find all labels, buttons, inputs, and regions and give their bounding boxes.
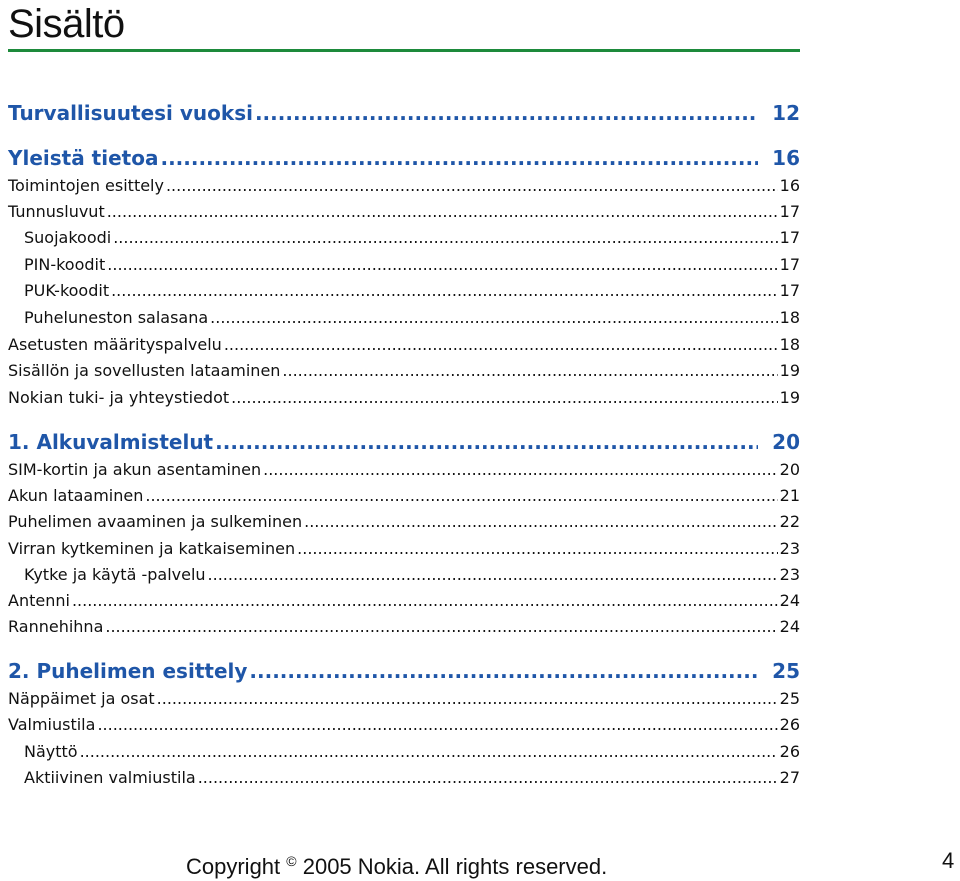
toc-entry-page: 17 [779,255,800,274]
toc-dot-leader [231,388,778,407]
toc-dot-leader [166,176,778,195]
toc-entry-label: Puhelimen avaaminen ja sulkeminen [8,512,303,531]
toc-entry[interactable] [8,202,800,221]
toc-entry-label: Näppäimet ja osat [8,689,155,708]
toc-entry[interactable] [8,430,800,454]
toc-entry-page: 27 [779,768,800,787]
toc-dot-leader [255,101,758,125]
toc-dot-leader [249,659,758,683]
toc-entry[interactable] [8,101,800,125]
toc-entry-label: Aktiivinen valmiustila [24,768,196,787]
toc-entry-page: 12 [772,101,800,125]
toc-entry-label: Asetusten määrityspalvelu [8,335,222,354]
toc-dot-leader [208,565,778,584]
toc-entry-label: Virran kytkeminen ja katkaiseminen [8,539,296,558]
toc-entry[interactable] [8,768,800,787]
toc-dot-leader [72,591,778,610]
toc-entry-label: Akun lataaminen [8,486,144,505]
toc-entry-page: 26 [779,742,800,761]
toc-dot-leader [97,715,777,734]
toc-entry-page: 17 [779,202,800,221]
toc-entry-page: 22 [779,512,800,531]
toc-entry-page: 16 [779,176,800,195]
copyright-footer [186,847,607,881]
toc-entry-label: Nokian tuki- ja yhteystiedot [8,388,230,407]
toc-dot-leader [224,335,778,354]
toc-entry-label: Antenni [8,591,70,610]
toc-dot-leader [113,228,777,247]
toc-dot-leader [107,202,778,221]
toc-entry-page: 23 [779,539,800,558]
toc-entry-label: 1. Alkuvalmistelut [8,430,214,454]
toc-dot-leader [145,486,777,505]
toc-entry[interactable] [8,255,800,274]
toc-entry[interactable] [8,228,800,247]
copyright-prefix: Copyright [186,854,281,879]
toc-entry[interactable] [8,486,800,505]
toc-dot-leader [297,539,778,558]
toc-dot-leader [198,768,778,787]
toc-entry-page: 19 [779,388,800,407]
toc-entry-label: Tunnusluvut [8,202,105,221]
toc-dot-leader [263,460,778,479]
title-rule [8,49,800,52]
toc-entry[interactable] [8,512,800,531]
toc-entry[interactable] [8,742,800,761]
toc-entry-page: 17 [779,281,800,300]
toc-entry[interactable] [8,659,800,683]
toc-dot-leader [157,689,778,708]
toc-entry-page: 24 [779,591,800,610]
toc-entry[interactable] [8,617,800,636]
toc-dot-leader [80,742,778,761]
toc-entry-label: Rannehihna [8,617,104,636]
toc-entry-page: 19 [779,361,800,380]
toc-dot-leader [304,512,778,531]
toc-entry-page: 17 [779,228,800,247]
toc-entry[interactable] [8,146,800,170]
toc-dot-leader [105,617,777,636]
toc-entry-label: Valmiustila [8,715,96,734]
toc-entry[interactable] [8,335,800,354]
toc-dot-leader [210,308,777,327]
toc-dot-leader [215,430,758,454]
toc-entry[interactable] [8,308,800,327]
toc-entry-label: Toimintojen esittely [8,176,164,195]
toc-entry-page: 20 [772,430,800,454]
toc-entry-label: 2. Puhelimen esittely [8,659,248,683]
toc-dot-leader [160,146,758,170]
toc-entry-page: 18 [779,308,800,327]
toc-entry-page: 20 [779,460,800,479]
toc-entry[interactable] [8,591,800,610]
toc-entry[interactable] [8,689,800,708]
toc-entry[interactable] [8,176,800,195]
toc-entry[interactable] [8,361,800,380]
toc-entry-page: 23 [779,565,800,584]
page-number: 4 [942,848,955,873]
toc-entry-page: 16 [772,146,800,170]
toc-entry-label: SIM-kortin ja akun asentaminen [8,460,262,479]
copyright-symbol: © [286,853,297,869]
toc-entry-label: Suojakoodi [24,228,112,247]
toc-entry-label: PUK-koodit [24,281,110,300]
toc-entry[interactable] [8,565,800,584]
toc-entry-label: Kytke ja käytä -palvelu [24,565,206,584]
toc-dot-leader [111,281,778,300]
toc-entry-page: 24 [779,617,800,636]
toc-entry-label: Sisällön ja sovellusten lataaminen [8,361,281,380]
page-title: Sisältö [8,2,125,46]
toc-entry-label: Yleistä tietoa [8,146,159,170]
copyright-text: 2005 Nokia. All rights reserved. [296,854,608,879]
toc-entry-label: Näyttö [24,742,78,761]
toc-dot-leader [107,255,777,274]
toc-entry-label: PIN-koodit [24,255,106,274]
toc-entry-page: 25 [772,659,800,683]
toc-entry[interactable] [8,281,800,300]
toc-entry-page: 25 [779,689,800,708]
toc-dot-leader [282,361,777,380]
toc-entry-label: Puheluneston salasana [24,308,209,327]
toc-entry[interactable] [8,460,800,479]
toc-entry[interactable] [8,539,800,558]
toc-entry[interactable] [8,715,800,734]
toc-entry-page: 26 [779,715,800,734]
toc-entry-page: 18 [779,335,800,354]
toc-entry-label: Turvallisuutesi vuoksi [8,101,253,125]
toc-entry-page: 21 [779,486,800,505]
toc-entry[interactable] [8,388,800,407]
